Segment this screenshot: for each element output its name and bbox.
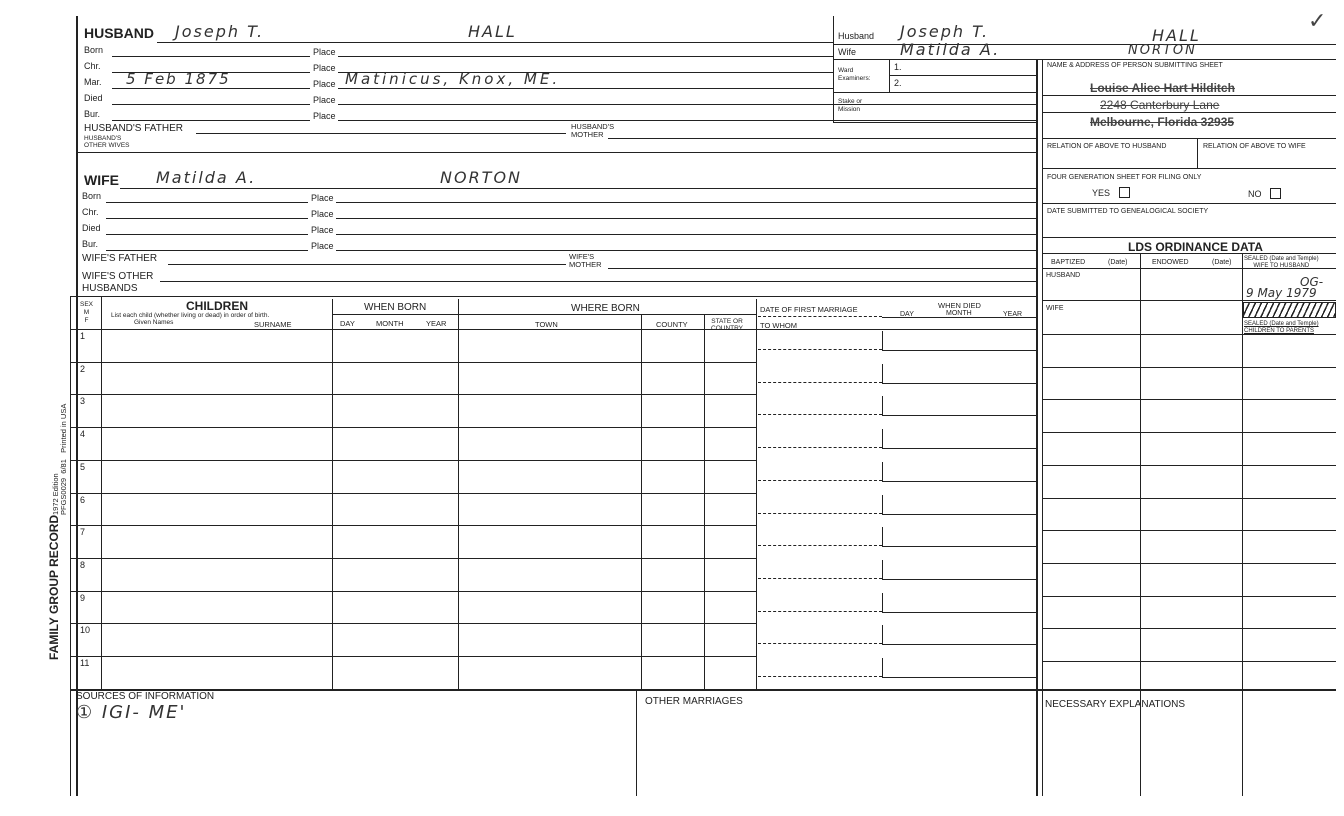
husband-event-label: Born <box>84 45 104 55</box>
child-marriage-dash <box>758 513 882 514</box>
lds-child-row-line <box>1042 661 1336 662</box>
lds-child-row-line <box>1042 596 1336 597</box>
child-marriage-dash <box>758 545 882 546</box>
child-death-line <box>882 579 1036 580</box>
child-death-line <box>882 677 1036 678</box>
submitter-street: 2248 Canterbury Lane <box>1100 98 1220 112</box>
child-death-line <box>882 514 1036 515</box>
wife-event-label: Born <box>82 191 102 201</box>
sex-m: M <box>83 309 90 316</box>
state-divider <box>756 299 757 689</box>
wife-place-label: Place <box>311 193 334 203</box>
summary-box-left <box>833 16 834 122</box>
died-month-label: MONTH <box>946 310 972 317</box>
wife-event-date-line <box>106 218 308 219</box>
wife-mother-label-1: WIFE'S <box>569 252 595 261</box>
husband-event-label: Bur. <box>84 109 101 119</box>
husband-mother-label-2: MOTHER <box>571 130 604 139</box>
date-submitted-label: DATE SUBMITTED TO GENEALOGICAL SOCIETY <box>1047 208 1209 215</box>
husband-place-label: Place <box>313 63 336 73</box>
wife-place-line <box>336 234 1036 235</box>
child-row-bottom <box>70 362 756 363</box>
husband-section-bottom <box>76 152 1036 153</box>
wife-other-husbands-line <box>160 281 1036 282</box>
summary-wife-line <box>833 59 1336 60</box>
born-day-label: DAY <box>340 319 355 328</box>
lds-child-row-line <box>1042 465 1336 466</box>
child-death-bracket <box>882 462 883 481</box>
husband-father-line <box>196 133 566 134</box>
lds-date-1: (Date) <box>1108 259 1128 266</box>
child-row-number: 1 <box>80 331 86 341</box>
child-death-bracket <box>882 593 883 612</box>
ward-label-1: Ward <box>838 67 854 74</box>
child-row-number: 11 <box>80 658 90 668</box>
child-row-bottom <box>70 591 756 592</box>
child-row-bottom <box>70 427 756 428</box>
relation-bottom <box>1042 168 1336 169</box>
wife-event-label: Bur. <box>82 239 99 249</box>
lds-sealed-wife-2: WIFE TO HUSBAND <box>1253 263 1310 269</box>
town-divider <box>641 314 642 689</box>
examiner-1-line <box>889 75 1036 76</box>
child-row-bottom <box>70 558 756 559</box>
child-row-bottom <box>70 394 756 395</box>
state-label-2: COUNTRY <box>711 325 744 332</box>
lds-child-row-line <box>1042 334 1336 335</box>
husband-event-label: Died <box>84 93 103 103</box>
summary-husband-given: Joseph T. <box>900 22 990 41</box>
submitter-line-3 <box>1042 138 1336 139</box>
summary-box-bottom <box>833 122 1036 123</box>
sources-label: SOURCES OF INFORMATION <box>76 691 215 702</box>
form-code: PFGS0029 <box>59 477 68 515</box>
ward-label <box>838 67 871 83</box>
right-column-inner-border <box>1042 59 1043 796</box>
form-edition-vertical: 1972 Edition <box>51 473 60 515</box>
inner-left-border <box>70 296 71 796</box>
child-row-bottom <box>70 623 756 624</box>
husband-place-line <box>338 56 833 57</box>
wife-place-line <box>336 202 1036 203</box>
lds-child-row-line <box>1042 399 1336 400</box>
husband-event-date-line <box>112 56 310 57</box>
submitter-label: NAME & ADDRESS OF PERSON SUBMITTING SHEET <box>1047 62 1223 69</box>
wife-event-date-line <box>106 250 308 251</box>
sex-label <box>80 301 93 325</box>
wife-event-date-line <box>106 234 308 235</box>
ward-label-2: Examiners: <box>838 75 871 82</box>
wife-surname: NORTON <box>440 168 523 187</box>
child-death-line <box>882 383 1036 384</box>
husband-name-line <box>157 42 833 43</box>
wife-father-line <box>168 264 566 265</box>
wife-mother-line <box>608 268 1036 269</box>
husband-place-line <box>338 88 833 89</box>
husband-place-label: Place <box>313 95 336 105</box>
child-death-bracket <box>882 495 883 514</box>
name-col-divider <box>332 299 333 689</box>
lds-wife-label: WIFE <box>1046 305 1064 312</box>
child-death-bracket <box>882 364 883 383</box>
child-row-number: 10 <box>80 625 91 636</box>
child-row-number: 4 <box>80 429 86 440</box>
child-death-bracket <box>882 658 883 677</box>
surname-label: SURNAME <box>254 320 292 329</box>
child-death-line <box>882 612 1036 613</box>
child-row-bottom <box>70 656 756 657</box>
child-marriage-dash <box>758 382 882 383</box>
summary-husband-label: Husband <box>838 31 875 41</box>
lds-husband-label: HUSBAND <box>1046 272 1081 279</box>
form-code-vertical <box>60 404 68 515</box>
lds-sealed-children-1: SEALED (Date and Temple) <box>1244 321 1319 327</box>
stake-label <box>838 98 862 114</box>
child-row-number: 8 <box>80 559 86 570</box>
summary-wife-surname: NORTON <box>1128 43 1197 58</box>
child-row-number: 9 <box>80 592 86 603</box>
summary-wife-label: Wife <box>838 47 856 57</box>
born-month-label: MONTH <box>376 319 404 328</box>
husband-place-label: Place <box>313 47 336 57</box>
first-marriage-dash <box>758 316 882 317</box>
wife-father-label: WIFE'S FATHER <box>82 253 158 264</box>
child-death-line <box>882 546 1036 547</box>
examiner-1: 1. <box>894 62 902 72</box>
wife-place-line <box>336 218 1036 219</box>
lds-child-row-line <box>1042 432 1336 433</box>
wife-other-husbands-label <box>82 271 153 295</box>
child-marriage-dash <box>758 447 882 448</box>
child-marriage-dash <box>758 414 882 415</box>
child-row-number: 3 <box>80 396 86 407</box>
wife-label: WIFE <box>84 172 119 188</box>
right-column-border <box>1036 59 1038 796</box>
lds-title: LDS ORDINANCE DATA <box>1128 240 1263 254</box>
town-label: TOWN <box>535 320 558 329</box>
wife-section-bottom <box>70 296 1036 297</box>
wife-place-label: Place <box>311 241 334 251</box>
lds-sealed-wife-1: SEALED (Date and Temple) <box>1244 256 1319 262</box>
relation-wife-label: RELATION OF ABOVE TO WIFE <box>1203 143 1306 150</box>
children-title: CHILDREN <box>186 299 248 313</box>
first-marriage-label: DATE OF FIRST MARRIAGE <box>760 305 858 314</box>
husband-label: HUSBAND <box>84 25 154 41</box>
born-year-label: YEAR <box>426 319 447 328</box>
four-gen-bottom <box>1042 203 1336 204</box>
husband-mother-line <box>608 138 1036 139</box>
wife-mother-label <box>569 253 602 269</box>
husband-event-label: Chr. <box>84 61 101 71</box>
lds-header-line <box>1042 268 1336 269</box>
husband-other-wives-label <box>84 135 130 149</box>
child-death-bracket <box>882 527 883 546</box>
lds-sealed-children <box>1244 321 1319 335</box>
child-row-bottom <box>70 525 756 526</box>
child-row-number: 5 <box>80 461 86 472</box>
child-row-number: 7 <box>80 527 86 538</box>
lds-endowed: ENDOWED <box>1152 259 1189 266</box>
wife-place-label: Place <box>311 225 334 235</box>
checkmark: ✓ <box>1308 8 1327 33</box>
husband-event-label: Mar. <box>84 77 102 87</box>
husband-mother-label <box>571 123 614 139</box>
husband-event-date-line <box>112 88 310 89</box>
explanations-label: NECESSARY EXPLANATIONS <box>1045 699 1186 710</box>
wife-mother-label-2: MOTHER <box>569 260 602 269</box>
husband-event-date-line <box>112 120 310 121</box>
wife-other-husbands-2: HUSBANDS <box>82 283 138 294</box>
lds-sealed-value-1: OG- <box>1300 275 1324 289</box>
husband-event-place: Matinicus, Knox, ME. <box>345 70 561 88</box>
when-born-line <box>332 314 756 315</box>
submitter-city: Melbourne, Florida 32935 <box>1090 115 1235 129</box>
state-label-1: STATE OR <box>711 318 743 325</box>
date-submitted-bottom <box>1042 237 1336 238</box>
lds-sealed-value-2: 9 May 1979 <box>1246 286 1317 300</box>
lds-child-row-line <box>1042 498 1336 499</box>
when-born-label: WHEN BORN <box>364 302 427 313</box>
child-death-bracket <box>882 331 883 350</box>
relation-divider <box>1197 138 1198 168</box>
form-title-vertical: FAMILY GROUP RECORD <box>47 514 61 660</box>
child-death-bracket <box>882 560 883 579</box>
four-gen-no-checkbox[interactable] <box>1270 188 1281 199</box>
child-row-bottom <box>70 493 756 494</box>
children-table-bottom <box>70 689 1336 691</box>
lds-baptized: BAPTIZED <box>1051 259 1086 266</box>
summary-wife-given: Matilda A. <box>900 40 1001 59</box>
four-gen-label: FOUR GENERATION SHEET FOR FILING ONLY <box>1047 174 1202 181</box>
husband-place-line <box>338 120 1036 121</box>
husband-place-line <box>338 104 1036 105</box>
submitter-line-1 <box>1042 95 1336 96</box>
children-subtitle: List each child (whether living or dead) in order of birth. <box>111 312 270 319</box>
child-row-number: 6 <box>80 494 86 505</box>
stake-label-2: Mission <box>838 106 861 113</box>
wife-event-date-line <box>106 202 308 203</box>
lds-hatched-box <box>1243 302 1336 318</box>
other-marriages-label: OTHER MARRIAGES <box>645 696 743 707</box>
lds-date-2: (Date) <box>1212 259 1232 266</box>
husband-surname: HALL <box>468 22 517 41</box>
child-death-bracket <box>882 625 883 644</box>
lds-child-row-line <box>1042 367 1336 368</box>
born-year-divider <box>458 299 459 689</box>
when-died-label: WHEN DIED <box>938 301 981 310</box>
four-gen-no-label: NO <box>1248 189 1262 199</box>
child-marriage-dash <box>758 643 882 644</box>
sources-divider <box>636 689 637 796</box>
child-marriage-dash <box>758 611 882 612</box>
child-death-bracket <box>882 396 883 415</box>
child-marriage-dash <box>758 349 882 350</box>
four-gen-yes-label: YES <box>1092 188 1111 198</box>
child-death-line <box>882 448 1036 449</box>
husband-other-wives-1: HUSBAND'S <box>84 135 122 142</box>
husband-father-label: HUSBAND'S FATHER <box>84 123 183 134</box>
lds-husband-line <box>1042 300 1336 301</box>
child-marriage-dash <box>758 578 882 579</box>
lds-title-line <box>1042 253 1336 254</box>
died-year-label: YEAR <box>1003 311 1023 318</box>
husband-place-label: Place <box>313 111 336 121</box>
form-printed: Printed in USA <box>59 403 68 453</box>
stake-label-1: Stake or <box>838 98 863 105</box>
husband-event-date: 5 Feb 1875 <box>126 70 231 88</box>
child-row-bottom <box>70 460 756 461</box>
sex-f: F <box>84 317 89 324</box>
lds-sealed-children-2: CHILDREN TO PARENTS <box>1244 328 1315 334</box>
wife-name-line <box>120 188 1036 189</box>
left-border <box>76 16 78 796</box>
given-names-label: Given Names <box>134 319 174 326</box>
husband-other-wives-2: OTHER WIVES <box>84 142 130 149</box>
child-death-line <box>882 350 1036 351</box>
four-gen-yes-checkbox[interactable] <box>1119 187 1130 198</box>
wife-event-label: Chr. <box>82 207 99 217</box>
child-marriage-dash <box>758 480 882 481</box>
form-date: 6/81 <box>59 459 68 474</box>
lds-child-row-line <box>1042 628 1336 629</box>
husband-mother-label-1: HUSBAND'S <box>571 122 615 131</box>
lds-child-row-line <box>1042 563 1336 564</box>
submitter-line-2 <box>1042 112 1336 113</box>
child-death-line <box>882 644 1036 645</box>
submitter-name: Louise Alice Hart Hilditch <box>1090 81 1235 95</box>
child-death-line <box>882 481 1036 482</box>
wife-place-label: Place <box>311 209 334 219</box>
examiner-2-line <box>833 92 1036 93</box>
children-header-bottom <box>70 329 1036 330</box>
when-died-line <box>882 317 1036 318</box>
sex-label-text: SEX <box>80 301 94 308</box>
summary-husband-surname: HALL <box>1152 26 1201 45</box>
husband-given-name: Joseph T. <box>175 22 265 41</box>
wife-place-line <box>336 250 1036 251</box>
died-day-label: DAY <box>900 311 914 318</box>
county-label: COUNTY <box>656 320 688 329</box>
wife-given-name: Matilda A. <box>156 168 257 187</box>
sources-value: ① IGI- ME' <box>76 702 187 723</box>
wife-event-label: Died <box>82 223 101 233</box>
lds-child-row-line <box>1042 530 1336 531</box>
relation-husband-label: RELATION OF ABOVE TO HUSBAND <box>1047 143 1167 150</box>
where-born-label: WHERE BORN <box>571 303 640 314</box>
husband-place-label: Place <box>313 79 336 89</box>
to-whom-label: TO WHOM <box>760 321 797 330</box>
child-death-bracket <box>882 429 883 448</box>
county-divider <box>704 314 705 689</box>
wife-other-husbands-1: WIFE'S OTHER <box>82 271 154 282</box>
child-death-line <box>882 415 1036 416</box>
child-marriage-dash <box>758 676 882 677</box>
examiner-2: 2. <box>894 78 902 88</box>
husband-event-date-line <box>112 104 310 105</box>
child-row-number: 2 <box>80 363 86 374</box>
